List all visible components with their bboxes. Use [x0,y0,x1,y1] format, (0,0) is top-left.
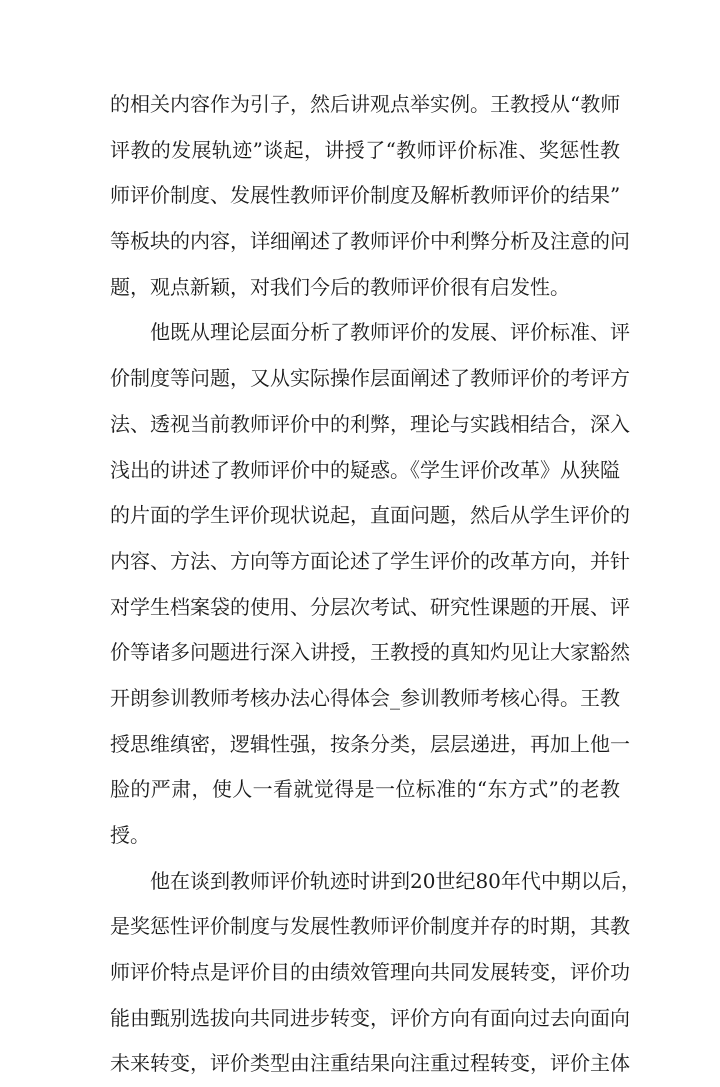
text-line: 师评价特点是评价目的由绩效管理向共同发展转变，评价功 [110,960,630,985]
text-line: 法、透视当前教师评价中的利弊，理论与实践相结合，深入 [110,411,630,436]
text-line: 价制度等问题，又从实际操作层面阐述了教师评价的考评方 [110,366,630,391]
text-line: 师评价制度、发展性教师评价制度及解析教师评价的结果” [110,183,621,208]
text-line: 他既从理论层面分析了教师评价的发展、评价标准、评 [150,320,630,345]
text-line: 对学生档案袋的使用、分层次考试、研究性课题的开展、评 [110,594,630,619]
text-line: 价等诸多问题进行深入讲授，王教授的真知灼见让大家豁然 [110,640,630,665]
text-line: 授。 [110,823,150,847]
text-line: 等板块的内容，详细阐述了教师评价中利弊分析及注意的问 [110,229,630,254]
paragraph-1 [110,82,630,310]
text-line: 题，观点新颖，对我们今后的教师评价很有启发性。 [110,274,570,299]
text-line: 浅出的讲述了教师评价中的疑惑。《学生评价改革》从狭隘 [110,457,620,482]
text-line: 他在谈到教师评价轨迹时讲到20世纪80年代中期以后， [150,868,641,893]
text-line: 是奖惩性评价制度与发展性教师评价制度并存的时期，其教 [110,914,630,939]
text-line: 内容、方法、方向等方面论述了学生评价的改革方向，并针 [110,548,630,573]
text-line: 未来转变，评价类型由注重结果向注重过程转变，评价主体 [110,1051,630,1076]
text-line: 的相关内容作为引子，然后讲观点举实例。王教授从“教师 [110,92,621,116]
text-line: 能由甄别选拔向共同进步转变，评价方向有面向过去向面向 [110,1005,630,1030]
text-line: 的片面的学生评价现状说起，直面问题，然后从学生评价的 [110,503,630,528]
text-line: 脸的严肃，使人一看就觉得是一位标准的“东方式”的老教 [110,777,620,802]
paragraph-3 [110,859,641,1087]
text-line: 开朗参训教师考核办法心得体会_参训教师考核心得。王教 [110,685,620,710]
text-line: 授思维缜密，逻辑性强，按条分类，层层递进，再加上他一 [110,731,630,756]
document-body [110,82,641,1087]
paragraph-2 [110,310,630,858]
text-line: 评教的发展轨迹”谈起，讲授了“教师评价标准、奖惩性教 [110,137,620,162]
